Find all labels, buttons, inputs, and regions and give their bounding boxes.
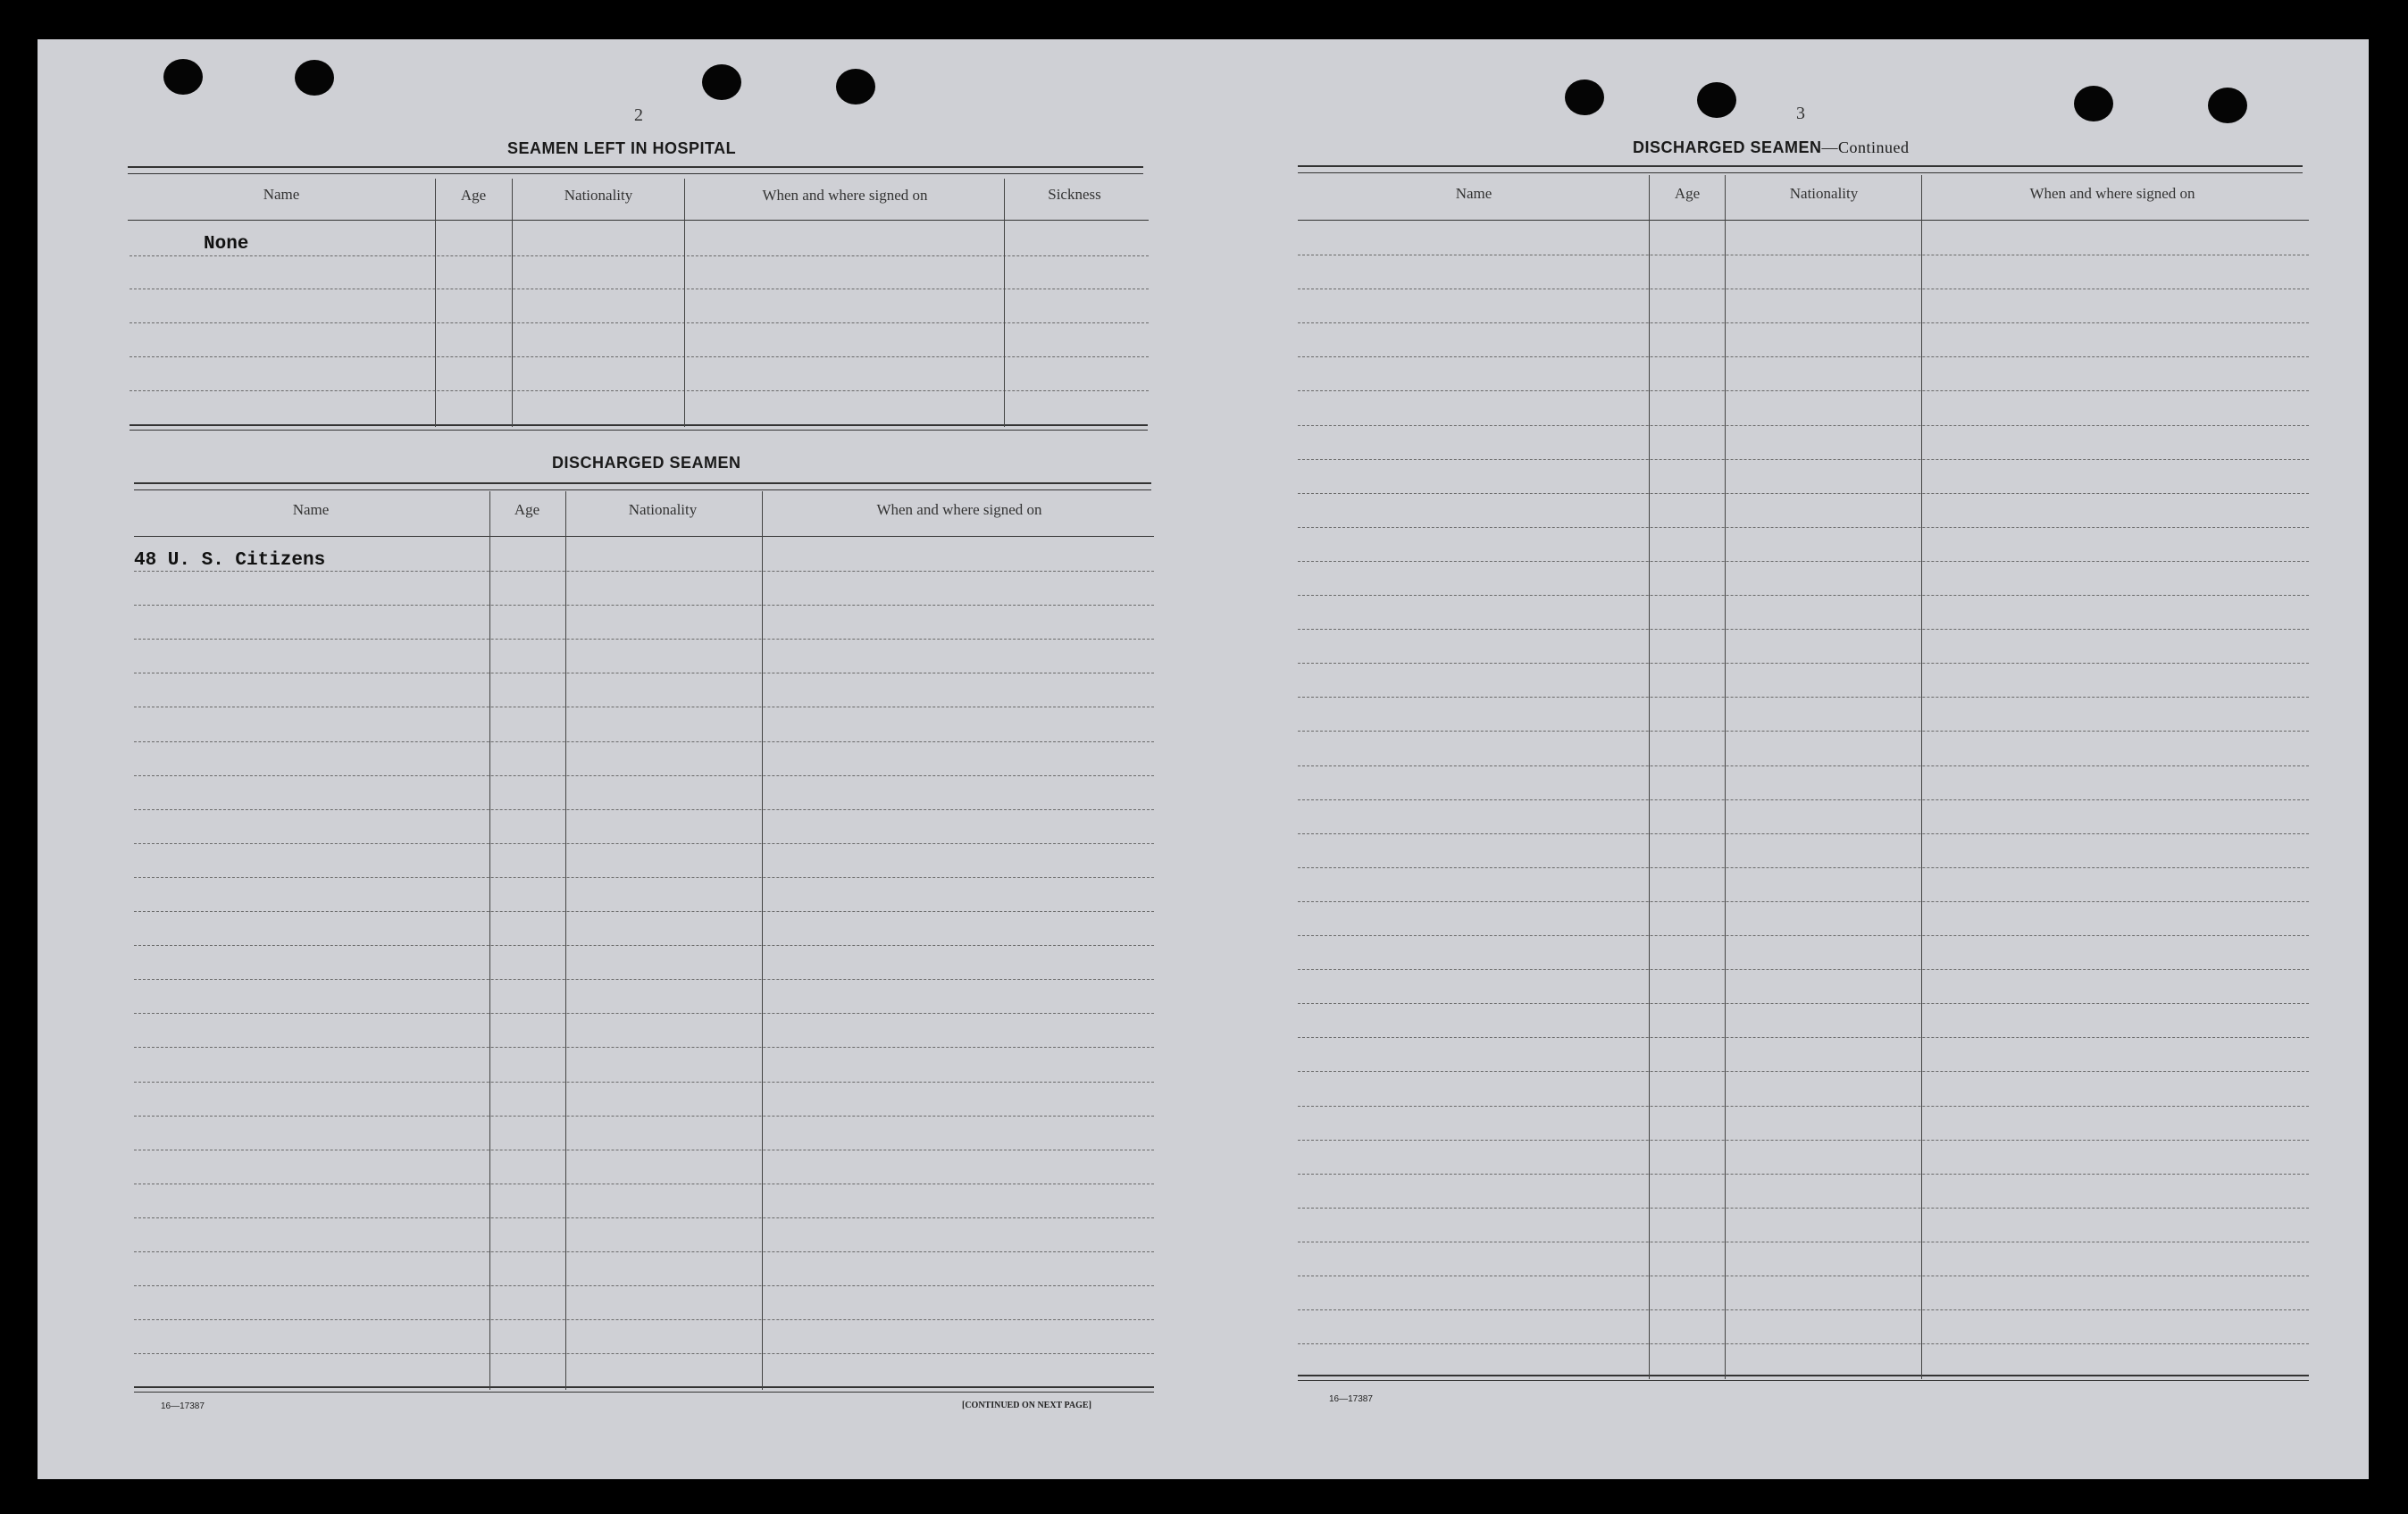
row-rule bbox=[1298, 1174, 2309, 1175]
column-header: Name bbox=[292, 501, 330, 518]
column-divider bbox=[1921, 175, 1922, 1379]
row-rule bbox=[1298, 1106, 2309, 1107]
hospital-section-title: SEAMEN LEFT IN HOSPITAL bbox=[507, 139, 737, 157]
row-rule bbox=[1298, 1208, 2309, 1209]
column-header: Nationality bbox=[628, 501, 698, 518]
punch-hole bbox=[702, 64, 741, 100]
column-divider bbox=[762, 491, 763, 1390]
form-number: 16—17387 bbox=[161, 1401, 205, 1411]
row-rule bbox=[134, 1013, 1154, 1014]
punch-hole bbox=[163, 59, 203, 95]
column-header: When and where signed on bbox=[876, 501, 1042, 518]
row-rule bbox=[1298, 595, 2309, 596]
header-rule bbox=[1298, 220, 2309, 221]
row-rule bbox=[130, 390, 1149, 391]
column-divider bbox=[565, 491, 566, 1390]
page-number: 3 bbox=[1796, 104, 1805, 123]
hospital-entry: None bbox=[204, 234, 249, 255]
column-header: Name bbox=[1455, 185, 1492, 202]
row-rule bbox=[1298, 1140, 2309, 1141]
column-divider bbox=[512, 179, 513, 427]
row-rule bbox=[1298, 731, 2309, 732]
row-rule bbox=[134, 809, 1154, 810]
row-rule bbox=[134, 979, 1154, 980]
row-rule bbox=[134, 605, 1154, 606]
row-rule bbox=[134, 1116, 1154, 1117]
column-divider bbox=[684, 179, 685, 427]
punch-hole bbox=[295, 60, 334, 96]
column-header: Age bbox=[1674, 185, 1701, 202]
row-rule bbox=[134, 1047, 1154, 1048]
column-divider bbox=[489, 491, 490, 1390]
table-bottom-rule bbox=[130, 424, 1148, 431]
row-rule bbox=[1298, 390, 2309, 391]
row-rule bbox=[134, 1285, 1154, 1286]
row-rule bbox=[1298, 663, 2309, 664]
title-suffix: —Continued bbox=[1821, 138, 1910, 156]
discharged-section-title: DISCHARGED SEAMEN bbox=[552, 454, 741, 472]
row-rule bbox=[1298, 561, 2309, 562]
row-rule bbox=[1298, 322, 2309, 323]
row-rule bbox=[134, 1251, 1154, 1252]
row-rule bbox=[1298, 459, 2309, 460]
header-rule bbox=[134, 536, 1154, 537]
row-rule bbox=[1298, 901, 2309, 902]
row-rule bbox=[1298, 1309, 2309, 1310]
row-rule bbox=[134, 775, 1154, 776]
row-rule bbox=[1298, 969, 2309, 970]
title-text: DISCHARGED SEAMEN bbox=[1633, 138, 1822, 156]
punch-hole bbox=[1565, 79, 1604, 115]
row-rule bbox=[134, 1217, 1154, 1218]
row-rule bbox=[1298, 1071, 2309, 1072]
column-header: Age bbox=[514, 501, 540, 518]
row-rule bbox=[134, 1082, 1154, 1083]
row-rule bbox=[134, 911, 1154, 912]
row-rule bbox=[1298, 1003, 2309, 1004]
row-rule bbox=[1298, 697, 2309, 698]
table-bottom-rule bbox=[1298, 1375, 2309, 1381]
table-top-rule bbox=[1298, 165, 2303, 173]
form-number: 16—17387 bbox=[1329, 1394, 1373, 1404]
row-rule bbox=[1298, 527, 2309, 528]
column-header: Age bbox=[460, 187, 487, 204]
column-header: Nationality bbox=[564, 187, 633, 204]
row-rule bbox=[1298, 765, 2309, 766]
column-divider bbox=[435, 179, 436, 427]
column-header: When and where signed on bbox=[762, 187, 928, 204]
column-divider bbox=[1725, 175, 1726, 1379]
column-header: When and where signed on bbox=[2029, 185, 2195, 202]
row-rule bbox=[134, 1319, 1154, 1320]
table-bottom-rule bbox=[134, 1386, 1154, 1393]
punch-hole bbox=[836, 69, 875, 105]
row-rule bbox=[130, 356, 1149, 357]
row-rule bbox=[130, 255, 1149, 256]
table-top-rule bbox=[128, 166, 1143, 174]
punch-hole bbox=[2208, 88, 2247, 123]
row-rule bbox=[1298, 935, 2309, 936]
row-rule bbox=[1298, 867, 2309, 868]
row-rule bbox=[134, 571, 1154, 572]
row-rule bbox=[1298, 493, 2309, 494]
row-rule bbox=[130, 322, 1149, 323]
row-rule bbox=[1298, 833, 2309, 834]
row-rule bbox=[134, 741, 1154, 742]
row-rule bbox=[1298, 799, 2309, 800]
row-rule bbox=[1298, 356, 2309, 357]
column-divider bbox=[1649, 175, 1650, 1379]
row-rule bbox=[1298, 1343, 2309, 1344]
punch-hole bbox=[1697, 82, 1736, 118]
column-header: Sickness bbox=[1048, 186, 1101, 203]
column-divider bbox=[1004, 179, 1005, 427]
row-rule bbox=[1298, 425, 2309, 426]
continued-note: [CONTINUED ON NEXT PAGE] bbox=[962, 1401, 1091, 1410]
row-rule bbox=[134, 877, 1154, 878]
column-header: Nationality bbox=[1789, 185, 1859, 202]
discharged-entry: 48 U. S. Citizens bbox=[134, 550, 326, 571]
page-number: 2 bbox=[634, 105, 643, 125]
discharged-continued-title bbox=[1633, 138, 1910, 157]
table-top-rule bbox=[134, 482, 1151, 490]
punch-hole bbox=[2074, 86, 2113, 121]
row-rule bbox=[1298, 629, 2309, 630]
row-rule bbox=[134, 843, 1154, 844]
row-rule bbox=[134, 639, 1154, 640]
header-rule bbox=[128, 220, 1149, 221]
row-rule bbox=[134, 945, 1154, 946]
row-rule bbox=[134, 1353, 1154, 1354]
row-rule bbox=[1298, 1037, 2309, 1038]
column-header: Name bbox=[263, 186, 300, 203]
